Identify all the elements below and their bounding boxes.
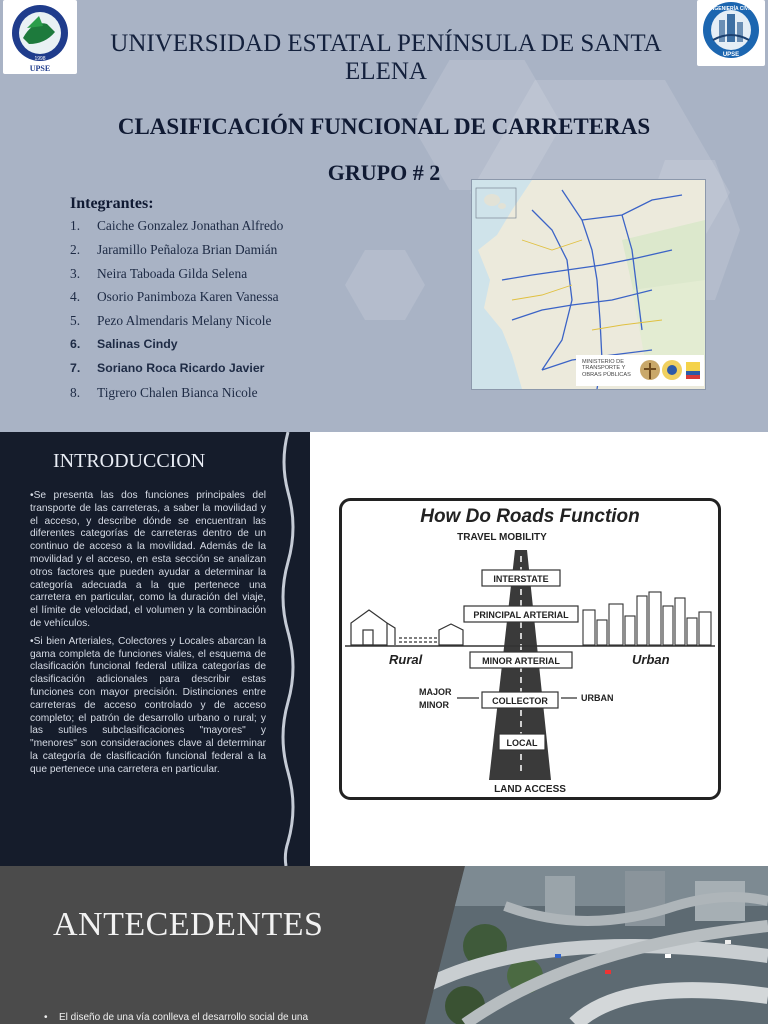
university-name: UNIVERSIDAD ESTATAL PENÍNSULA DE SANTA ELENA — [110, 30, 662, 85]
list-item: 2. Jaramillo Peñaloza Brian Damián — [70, 241, 278, 257]
presentation-title: CLASIFICACIÓN FUNCIONAL DE CARRETERAS — [117, 114, 651, 139]
level-collector: COLLECTOR — [492, 696, 548, 706]
upse-logo — [3, 0, 77, 74]
svg-text:INGENIERÍA CIVIL: INGENIERÍA CIVIL — [709, 6, 753, 12]
level-local: LOCAL — [506, 738, 538, 748]
intro-paragraph: •Se presenta las dos funciones principales del transporte de las carreteras, a saber la movilidad y el acceso, y describe dónde se encuentran las diferentes categorías de carreteras dentro de un continuo de acceso a la movilidad. Además de la movilidad y el acceso, en esta sección se analizan otros factores que pueden ayudar a determinar la categoría adecuada a la que pertenece una carretera en particular, como la duración del viaje, el límite de velocidad, el volumen y la combinación de vehículos. — [30, 490, 266, 629]
group-number: GRUPO # 2 — [327, 160, 441, 185]
urban-label: Urban — [632, 652, 670, 667]
introduction-slide — [0, 432, 768, 866]
land-access-label: LAND ACCESS — [494, 784, 566, 795]
urban-collector-label: URBAN — [581, 693, 614, 703]
major-label: MAJOR — [419, 687, 452, 697]
ministry-caption — [576, 355, 704, 386]
list-item: 6. Salinas Cindy — [70, 336, 178, 351]
diagram-title: How Do Roads Function — [420, 506, 640, 527]
background-slide — [0, 866, 768, 1024]
level-principal-arterial: PRINCIPAL ARTERIAL — [473, 610, 569, 620]
level-interstate: INTERSTATE — [493, 574, 549, 584]
list-item: 7. Soriano Roca Ricardo Javier — [70, 360, 265, 375]
introduction-body — [30, 490, 266, 782]
list-item: 3. Neira Taboada Gilda Selena — [70, 265, 248, 281]
list-item: 5. Pezo Almendaris Melany Nicole — [70, 313, 272, 329]
antecedentes-title: ANTECEDENTES — [53, 906, 324, 943]
decorative-wave-edge — [276, 432, 310, 866]
members-heading: Integrantes: — [70, 195, 154, 212]
travel-mobility-label: TRAVEL MOBILITY — [457, 532, 547, 543]
list-item: 1. Caiche Gonzalez Jonathan Alfredo — [70, 218, 284, 233]
list-item: 8. Tigrero Chalen Bianca Nicole — [70, 384, 258, 400]
ministry-caption-text: MINISTERIO DE TRANSPORTE Y OBRAS PÚBLICAS — [582, 359, 631, 378]
introduction-title: INTRODUCCION — [53, 450, 206, 472]
svg-text:1998: 1998 — [34, 56, 46, 62]
members-list — [70, 218, 283, 408]
antecedentes-bullet: • El diseño de una vía conlleva el desarrollo social de una — [44, 1012, 309, 1023]
svg-text:UPSE: UPSE — [29, 64, 51, 73]
minor-label: MINOR — [419, 700, 449, 710]
civil-engineering-logo — [697, 0, 765, 66]
list-item: 4. Osorio Panimboza Karen Vanessa — [70, 289, 279, 305]
highway-interchange-photo — [425, 866, 768, 1024]
ecuador-road-map — [471, 179, 706, 390]
svg-text:UPSE: UPSE — [722, 52, 740, 58]
rural-label: Rural — [389, 652, 423, 667]
title-slide — [0, 0, 768, 432]
roads-function-diagram — [339, 498, 721, 800]
intro-paragraph: •Si bien Arteriales, Colectores y Locales abarcan la gama completa de funciones viales, el esquema de clasificación funcional federal utiliza categorías de clasificación adicionales para describir estas funciones con mayor precisión. Distinciones entre carreteras de acceso controlado y de acceso completo; el patrón de desarrollo urbano o rural; y las sutiles subclasificaciones "mayores" y "menores" son consideraciones clave al determinar la categoría de clasificación funcional federal a la que pertenece una carretera en particular. — [30, 635, 266, 775]
background-hexagon — [345, 250, 425, 320]
level-minor-arterial: MINOR ARTERIAL — [482, 656, 560, 666]
